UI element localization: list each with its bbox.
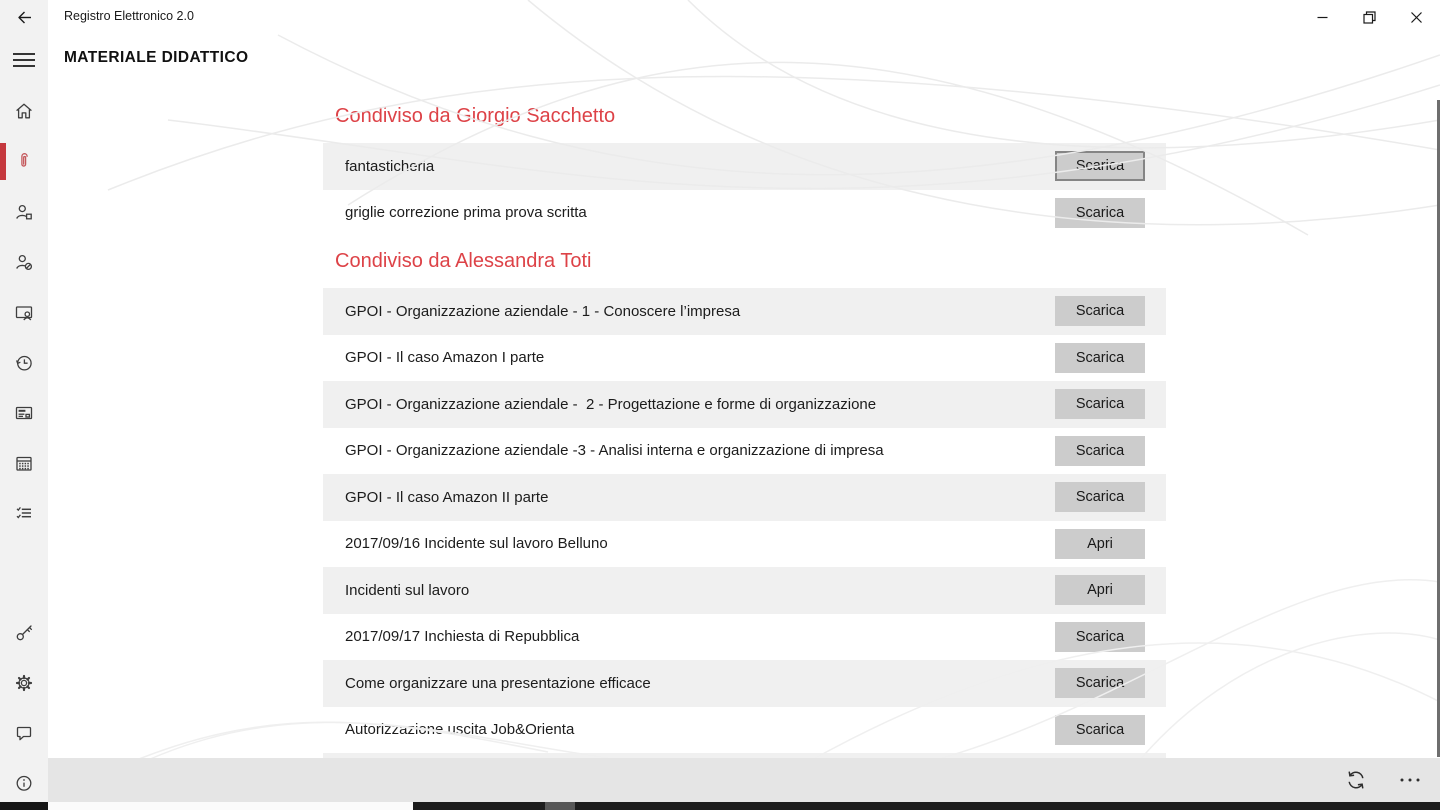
gradebook-icon bbox=[14, 403, 34, 423]
sidebar-item-studenti[interactable] bbox=[0, 192, 48, 232]
materials-list bbox=[323, 80, 1166, 800]
material-section bbox=[323, 247, 1166, 800]
sidebar-item-messaggi[interactable] bbox=[0, 713, 48, 753]
back-button[interactable] bbox=[0, 0, 48, 34]
material-title: 2017/09/16 Incidente sul lavoro Belluno bbox=[345, 535, 608, 553]
open-button[interactable]: Apri bbox=[1055, 529, 1145, 559]
command-bar bbox=[48, 758, 1440, 802]
sidebar-item-credenziali[interactable] bbox=[0, 613, 48, 653]
material-title: Autorizzazione uscita Job&Orienta bbox=[345, 721, 575, 739]
download-button[interactable]: Scarica bbox=[1055, 715, 1145, 745]
calendar-icon bbox=[14, 453, 34, 473]
open-button[interactable]: Apri bbox=[1055, 575, 1145, 605]
download-button[interactable]: Scarica bbox=[1055, 482, 1145, 512]
material-row bbox=[323, 707, 1166, 754]
material-row bbox=[323, 614, 1166, 661]
material-row bbox=[323, 660, 1166, 707]
history-icon bbox=[14, 353, 34, 373]
material-row bbox=[323, 521, 1166, 568]
material-title: GPOI - Il caso Amazon I parte bbox=[345, 349, 545, 367]
material-row bbox=[323, 567, 1166, 614]
material-title: GPOI - Organizzazione aziendale - 1 - Conoscere l’impresa bbox=[345, 302, 741, 320]
home-icon bbox=[14, 101, 34, 121]
download-button[interactable]: Scarica bbox=[1055, 668, 1145, 698]
page-title: MATERIALE DIDATTICO bbox=[64, 49, 249, 66]
material-row bbox=[323, 428, 1166, 475]
download-button[interactable]: Scarica bbox=[1055, 198, 1145, 228]
download-button[interactable]: Scarica bbox=[1055, 389, 1145, 419]
material-row bbox=[323, 143, 1166, 190]
sidebar-item-compiti[interactable] bbox=[0, 493, 48, 533]
student-icon bbox=[14, 202, 34, 222]
material-title: fantasticheria bbox=[345, 157, 435, 175]
more-icon bbox=[1398, 768, 1422, 792]
download-button[interactable]: Scarica bbox=[1055, 151, 1145, 181]
material-title: Incidenti sul lavoro bbox=[345, 581, 470, 599]
bottom-edge-left bbox=[0, 802, 48, 810]
close-button[interactable] bbox=[1393, 0, 1440, 34]
sidebar-item-storico[interactable] bbox=[0, 343, 48, 383]
download-button[interactable]: Scarica bbox=[1055, 296, 1145, 326]
material-row bbox=[323, 381, 1166, 428]
sidebar-item-lezioni[interactable] bbox=[0, 293, 48, 333]
hamburger-icon bbox=[12, 51, 36, 69]
refresh-button[interactable] bbox=[1333, 758, 1379, 802]
sidebar-item-assenze[interactable] bbox=[0, 242, 48, 282]
paperclip-icon bbox=[14, 151, 34, 171]
sidebar-item-materiale-didattico[interactable] bbox=[0, 141, 48, 181]
bottom-edge-middle bbox=[48, 802, 413, 810]
download-button[interactable]: Scarica bbox=[1055, 343, 1145, 373]
material-row bbox=[323, 474, 1166, 521]
section-title: Condiviso da Giorgio Sacchetto bbox=[335, 105, 616, 127]
material-row bbox=[323, 335, 1166, 382]
refresh-icon bbox=[1344, 768, 1368, 792]
gear-icon bbox=[14, 673, 34, 693]
info-icon bbox=[14, 773, 34, 793]
checklist-icon bbox=[14, 503, 34, 523]
sidebar-item-home[interactable] bbox=[0, 91, 48, 131]
sidebar-item-calendario[interactable] bbox=[0, 443, 48, 483]
restore-icon bbox=[1361, 9, 1378, 26]
person-blocked-icon bbox=[14, 252, 34, 272]
close-icon bbox=[1408, 9, 1425, 26]
key-icon bbox=[14, 623, 34, 643]
sidebar-item-info[interactable] bbox=[0, 763, 48, 803]
material-title: 2017/09/17 Inchiesta di Repubblica bbox=[345, 628, 580, 646]
bottom-edge-thumb[interactable] bbox=[545, 802, 575, 810]
material-row bbox=[323, 288, 1166, 335]
sidebar-item-impostazioni[interactable] bbox=[0, 663, 48, 703]
restore-button[interactable] bbox=[1346, 0, 1393, 34]
hamburger-menu-button[interactable] bbox=[0, 44, 48, 76]
material-section bbox=[323, 102, 1166, 236]
material-title: GPOI - Organizzazione aziendale - 2 - Progettazione e forme di organizzazione bbox=[345, 395, 877, 413]
section-title: Condiviso da Alessandra Toti bbox=[335, 250, 592, 272]
material-row bbox=[323, 190, 1166, 237]
sidebar-item-pagelle[interactable] bbox=[0, 393, 48, 433]
window-title: Registro Elettronico 2.0 bbox=[64, 9, 194, 23]
minimize-button[interactable] bbox=[1299, 0, 1346, 34]
minimize-icon bbox=[1314, 9, 1331, 26]
download-button[interactable]: Scarica bbox=[1055, 436, 1145, 466]
download-button[interactable]: Scarica bbox=[1055, 622, 1145, 652]
sidebar bbox=[0, 0, 48, 802]
material-title: GPOI - Organizzazione aziendale -3 - Analisi interna e organizzazione di impresa bbox=[345, 442, 884, 460]
window-controls bbox=[1299, 0, 1440, 34]
material-title: griglie correzione prima prova scritta bbox=[345, 204, 587, 222]
more-button[interactable] bbox=[1387, 758, 1433, 802]
material-title: Come organizzare una presentazione efficace bbox=[345, 674, 651, 692]
material-title: GPOI - Il caso Amazon II parte bbox=[345, 488, 549, 506]
board-person-icon bbox=[14, 303, 34, 323]
comment-icon bbox=[14, 723, 34, 743]
back-arrow-icon bbox=[16, 9, 33, 26]
